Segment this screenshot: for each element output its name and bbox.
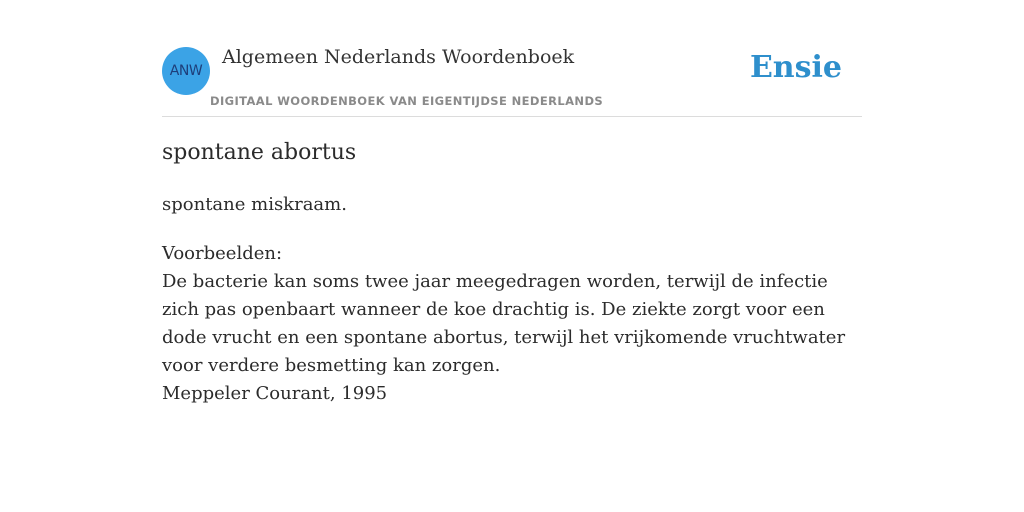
example-text: De bacterie kan soms twee jaar meegedragen worden, terwijl de infectie zich pas openbaart wanneer de koe drachtig is. De ziekte zorgt voor een dode vrucht en een spontane abortus, terwijl het vrijkomende vruchtwater voor verdere besmetting kan zorgen. xyxy=(162,271,846,376)
definition: spontane miskraam. xyxy=(162,194,347,215)
examples-label: Voorbeelden: xyxy=(162,243,283,264)
ensie-brand-link[interactable]: Ensie xyxy=(749,50,842,85)
examples-section xyxy=(162,240,862,408)
logo-text: ANW xyxy=(169,63,203,79)
headword: spontane abortus xyxy=(162,140,357,165)
header xyxy=(162,0,862,117)
page-container xyxy=(162,0,862,404)
site-subtitle: DIGITAAL WOORDENBOEK VAN EIGENTIJDSE NEDERLANDS xyxy=(210,94,604,108)
site-title[interactable]: Algemeen Nederlands Woordenboek xyxy=(222,46,575,68)
example-source: Meppeler Courant, 1995 xyxy=(162,383,388,404)
anw-logo[interactable] xyxy=(162,47,210,95)
